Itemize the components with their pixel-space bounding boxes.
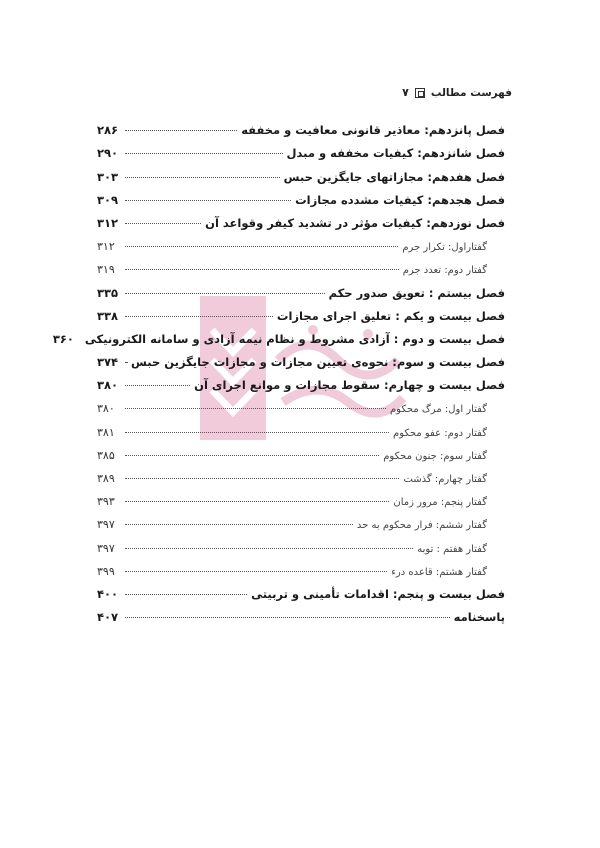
toc-entry-page: ۲۹۰ bbox=[97, 146, 119, 161]
book-icon bbox=[415, 88, 425, 98]
toc-entry-title: فصل شانزدهم: کیفیات مخففه و مبدل bbox=[286, 146, 505, 161]
toc-chapter-entry[interactable] bbox=[97, 578, 505, 601]
toc-section-entry[interactable] bbox=[97, 485, 505, 508]
dot-leader bbox=[125, 593, 247, 595]
toc-entry-page: ۳۹۷ bbox=[97, 518, 115, 532]
toc-entry-page: ۳۸۰ bbox=[97, 378, 119, 393]
toc-chapter-entry[interactable] bbox=[52, 323, 505, 346]
toc-entry-page: ۳۶۰ bbox=[52, 331, 74, 346]
toc-entry-page: ۳۱۲ bbox=[97, 215, 119, 230]
dot-leader bbox=[125, 129, 237, 131]
toc-entry-page: ۲۸۶ bbox=[97, 123, 119, 138]
toc-entry-page: ۳۸۵ bbox=[97, 448, 115, 462]
toc-entry-page: ۴۰۷ bbox=[97, 610, 119, 625]
toc-chapter-entry[interactable] bbox=[97, 276, 505, 299]
toc-entry-page: ۳۹۳ bbox=[97, 495, 115, 509]
table-of-contents bbox=[52, 114, 505, 625]
toc-entry-title: گفتار پنجم: مرور زمان bbox=[393, 497, 487, 509]
toc-entry-title: فصل بیست و چهارم: سقوط مجازات و موانع اجرای آن bbox=[194, 378, 505, 393]
dot-leader bbox=[125, 407, 386, 409]
dot-leader bbox=[125, 199, 291, 201]
dot-leader bbox=[125, 268, 399, 270]
toc-entry-page: ۳۰۹ bbox=[97, 192, 119, 207]
dot-leader bbox=[125, 431, 389, 433]
dot-leader bbox=[125, 616, 450, 618]
toc-chapter-entry[interactable] bbox=[97, 300, 505, 323]
toc-section-entry[interactable] bbox=[97, 462, 505, 485]
toc-entry-title: فصل نوزدهم: کیفیات مؤثر در تشدید کیفر وقواعد آن bbox=[205, 215, 505, 230]
running-header bbox=[402, 86, 512, 99]
toc-entry-title: گفتار هشتم: قاعده درء bbox=[391, 566, 487, 578]
toc-entry-page: ۴۰۰ bbox=[97, 586, 119, 601]
toc-entry-page: ۳۹۷ bbox=[97, 541, 115, 555]
toc-entry-page: ۳۳۸ bbox=[97, 308, 119, 323]
toc-entry-title: فصل بیست و پنجم: اقدامات تأمینی و تربیتی bbox=[251, 586, 505, 601]
toc-chapter-entry[interactable] bbox=[97, 369, 505, 392]
dot-leader bbox=[125, 547, 413, 549]
toc-section-entry[interactable] bbox=[97, 508, 505, 531]
toc-chapter-entry[interactable] bbox=[97, 160, 505, 183]
dot-leader bbox=[125, 315, 273, 317]
toc-chapter-entry[interactable] bbox=[97, 601, 505, 624]
toc-entry-title: گفتار سوم: جنون محکوم bbox=[383, 450, 487, 462]
toc-section-entry[interactable] bbox=[97, 392, 505, 415]
dot-leader bbox=[125, 500, 389, 502]
toc-entry-page: ۳۰۳ bbox=[97, 169, 119, 184]
dot-leader bbox=[125, 384, 190, 386]
toc-entry-title: گفتار هفتم : توبه bbox=[417, 543, 487, 555]
dot-leader bbox=[125, 361, 127, 363]
toc-entry-title: گفتار ششم: فرار محکوم به حد bbox=[356, 520, 487, 532]
toc-entry-page: ۳۳۵ bbox=[97, 285, 119, 300]
toc-section-entry[interactable] bbox=[97, 531, 505, 554]
toc-section-entry[interactable] bbox=[97, 253, 505, 276]
toc-entry-title: فصل بیستم : تعویق صدور حکم bbox=[328, 285, 505, 300]
dot-leader bbox=[125, 152, 283, 154]
toc-entry-page: ۳۸۰ bbox=[97, 402, 115, 416]
header-title: فهرست مطالب bbox=[430, 86, 512, 99]
toc-section-entry[interactable] bbox=[97, 415, 505, 438]
toc-entry-title: گفتار دوم: تعدد جرم bbox=[402, 265, 487, 277]
dot-leader bbox=[125, 523, 353, 525]
toc-chapter-entry[interactable] bbox=[97, 207, 505, 230]
toc-entry-title: فصل بیست و سوم: نحوه‌ی تعیین مجازات و مجازات جایگزین حبس bbox=[131, 355, 505, 370]
toc-entry-title: فصل بیست و دوم : آزادی مشروط و نظام نیمه آزادی و سامانه الکترونیکی bbox=[84, 331, 505, 346]
toc-entry-title: گفتار اول: مرگ محکوم bbox=[389, 404, 487, 416]
dot-leader bbox=[125, 222, 201, 224]
toc-entry-title: فصل هفدهم: مجازاتهای جایگزین حبس bbox=[283, 169, 505, 184]
toc-section-entry[interactable] bbox=[97, 230, 505, 253]
toc-entry-title: گفتار دوم: عفو محکوم bbox=[393, 427, 487, 439]
toc-chapter-entry[interactable] bbox=[97, 184, 505, 207]
dot-leader bbox=[125, 292, 325, 294]
toc-entry-page: ۳۸۹ bbox=[97, 472, 115, 485]
toc-entry-title: گفتاراول: تکرار جرم bbox=[402, 242, 487, 254]
toc-entry-page: ۳۱۲ bbox=[97, 240, 115, 254]
toc-chapter-entry[interactable] bbox=[97, 114, 505, 137]
toc-chapter-entry[interactable] bbox=[97, 346, 505, 369]
dot-leader bbox=[125, 245, 398, 247]
header-page-number: ۷ bbox=[402, 86, 409, 99]
dot-leader bbox=[125, 176, 280, 178]
toc-entry-title: گفتار چهارم: گذشت bbox=[403, 474, 487, 485]
toc-entry-page: ۳۷۴ bbox=[97, 355, 119, 370]
toc-entry-title: فصل پانزدهم: معاذیر قانونی معافیت و مخففه bbox=[241, 123, 505, 138]
toc-entry-title: پاسخنامه bbox=[453, 610, 505, 625]
dot-leader bbox=[125, 570, 387, 572]
dot-leader bbox=[125, 477, 399, 479]
toc-entry-page: ۳۱۹ bbox=[97, 263, 115, 277]
dot-leader bbox=[125, 454, 379, 456]
toc-section-entry[interactable] bbox=[97, 555, 505, 578]
toc-chapter-entry[interactable] bbox=[97, 137, 505, 160]
toc-entry-title: فصل بیست و یکم : تعلیق اجرای مجازات bbox=[276, 308, 505, 323]
toc-section-entry[interactable] bbox=[97, 439, 505, 462]
toc-entry-page: ۳۸۱ bbox=[97, 425, 115, 439]
toc-entry-title: فصل هجدهم: کیفیات مشدده مجازات bbox=[295, 192, 505, 207]
toc-entry-page: ۳۹۹ bbox=[97, 564, 115, 578]
